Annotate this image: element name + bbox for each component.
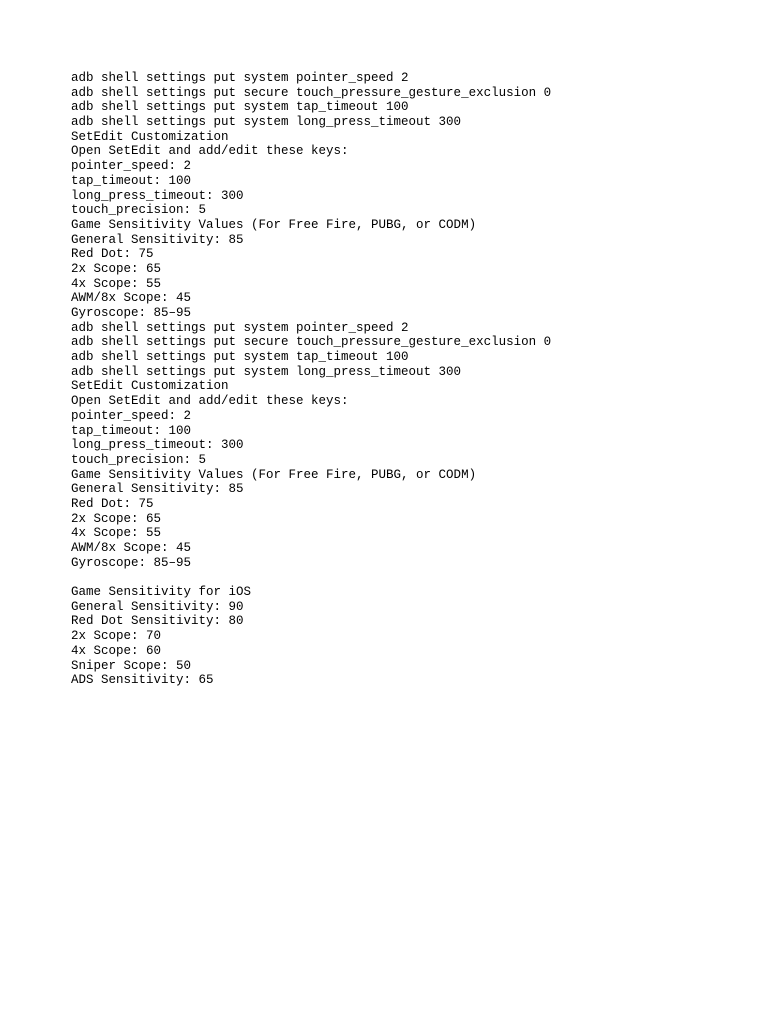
section-heading: SetEdit Customization <box>71 129 229 144</box>
text-line: 4x Scope: 55 <box>71 276 162 291</box>
text-line: long_press_timeout: 300 <box>71 188 244 203</box>
text-line: General Sensitivity: 90 <box>71 599 244 614</box>
text-line: Red Dot Sensitivity: 80 <box>71 614 244 629</box>
text-line: tap_timeout: 100 <box>71 173 192 188</box>
text-line: General Sensitivity: 85 <box>71 232 244 247</box>
text-line: 2x Scope: 65 <box>71 511 162 526</box>
text-line: 4x Scope: 55 <box>71 526 162 541</box>
section-heading: Game Sensitivity for iOS <box>71 585 252 600</box>
text-line: 4x Scope: 60 <box>71 643 162 658</box>
text-line: adb shell settings put system tap_timeout 100 <box>71 100 409 115</box>
text-line: long_press_timeout: 300 <box>71 438 244 453</box>
text-line: AWM/8x Scope: 45 <box>71 291 192 306</box>
text-line: Open SetEdit and add/edit these keys: <box>71 394 349 409</box>
text-line: tap_timeout: 100 <box>71 423 192 438</box>
text-line: adb shell settings put system long_press_timeout 300 <box>71 364 462 379</box>
text-line: Red Dot: 75 <box>71 247 154 262</box>
text-line: adb shell settings put secure touch_pressure_gesture_exclusion 0 <box>71 85 552 100</box>
section-heading: Game Sensitivity Values (For Free Fire, PUBG, or CODM) <box>71 217 477 232</box>
text-line: AWM/8x Scope: 45 <box>71 541 192 555</box>
text-line: 2x Scope: 65 <box>71 261 162 276</box>
text-line: General Sensitivity: 85 <box>71 482 244 497</box>
text-line: adb shell settings put system tap_timeout 100 <box>71 350 409 365</box>
text-line: touch_precision: 5 <box>71 203 207 218</box>
text-line: Gyroscope: 85–95 <box>71 555 192 570</box>
android-commands-block <box>71 71 751 321</box>
text-line: adb shell settings put system long_press_timeout 300 <box>71 115 462 130</box>
text-line: adb shell settings put system pointer_speed 2 <box>71 71 409 85</box>
text-line: 2x Scope: 70 <box>71 629 162 644</box>
text-line: ADS Sensitivity: 65 <box>71 673 214 688</box>
text-line: Gyroscope: 85–95 <box>71 306 192 320</box>
section-heading: Game Sensitivity Values (For Free Fire, PUBG, or CODM) <box>71 467 477 482</box>
android-commands-repeat-block <box>71 321 751 571</box>
text-line: adb shell settings put secure touch_pressure_gesture_exclusion 0 <box>71 335 552 350</box>
text-line: pointer_speed: 2 <box>71 159 192 174</box>
text-line: pointer_speed: 2 <box>71 408 192 423</box>
text-line: adb shell settings put system pointer_speed 2 <box>71 320 409 335</box>
section-heading: SetEdit Customization <box>71 379 229 394</box>
text-line: touch_precision: 5 <box>71 452 207 467</box>
text-line: Open SetEdit and add/edit these keys: <box>71 144 349 159</box>
ios-sensitivity-block <box>71 585 751 688</box>
text-line: Sniper Scope: 50 <box>71 658 192 673</box>
document-page <box>71 71 751 688</box>
text-line: Red Dot: 75 <box>71 496 154 511</box>
